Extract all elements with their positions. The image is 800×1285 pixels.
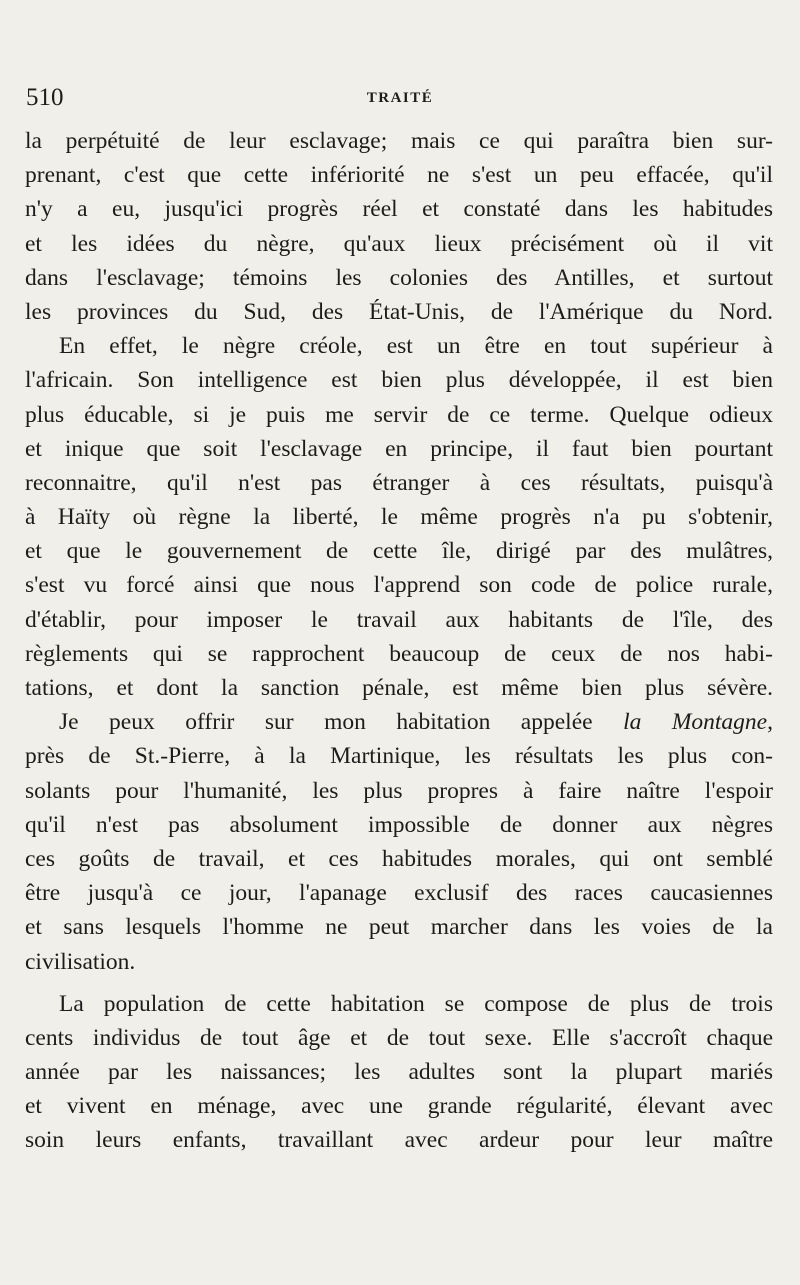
running-head: TRAITÉ [366,90,434,106]
italic-place-name: la Montagne [623,709,768,736]
text-span: Je peux offrir sur mon habitation appelée [59,709,593,736]
text-line: civilisation. [25,948,136,975]
text-span: , [767,709,773,736]
text-line: dans l'esclavage; témoins les colonies des Antilles, et surtout [25,264,773,291]
text-line: prenant, c'est que cette infériorité ne s'est un peu effacée, qu'il [25,162,773,189]
text-line: En effet, le nègre créole, est un être en tout supérieur à [59,333,773,360]
text-line [25,705,773,739]
text-line: n'y a eu, jusqu'ici progrès réel et constaté dans les habitudes [25,196,773,223]
text-line: ces goûts de travail, et ces habitudes morales, qui ont semblé [25,845,773,872]
text-line: cents individus de tout âge et de tout sexe. Elle s'accroît chaque [25,1024,773,1051]
body-text [25,124,773,1158]
text-line: règlements qui se rapprochent beaucoup de ceux de nos habi- [25,640,773,667]
text-line: soin leurs enfants, travaillant avec ardeur pour leur maître [25,1127,773,1154]
text-line: et inique que soit l'esclavage en principe, il faut bien pourtant [25,435,773,462]
text-line: reconnaitre, qu'il n'est pas étranger à ces résultats, puisqu'à [25,469,773,496]
text-line: d'établir, pour imposer le travail aux habitants de l'île, des [25,606,773,633]
text-line: près de St.-Pierre, à la Martinique, les résultats les plus con- [25,743,773,770]
text-line: et vivent en ménage, avec une grande régularité, élevant avec [25,1093,773,1120]
text-line: solants pour l'humanité, les plus propres à faire naître l'espoir [25,777,773,804]
text-line: année par les naissances; les adultes sont la plupart mariés [25,1059,773,1086]
text-line: à Haïty où règne la liberté, le même progrès n'a pu s'obtenir, [25,504,773,531]
text-line: la perpétuité de leur esclavage; mais ce qui paraîtra bien sur- [25,128,773,154]
text-line: et que le gouvernement de cette île, dirigé par des mulâtres, [25,538,773,565]
text-line: et sans lesquels l'homme ne peut marcher dans les voies de la [25,914,773,941]
text-line: qu'il n'est pas absolument impossible de donner aux nègres [25,811,773,838]
text-line: et les idées du nègre, qu'aux lieux précisément où il vit [25,230,773,257]
text-line: être jusqu'à ce jour, l'apanage exclusif des races caucasiennes [25,880,773,907]
page-header [0,84,800,114]
text-line: tations, et dont la sanction pénale, est même bien plus sévère. [25,675,773,701]
text-line: les provinces du Sud, des État-Unis, de l'Amérique du Nord. [25,298,773,325]
text-line: La population de cette habitation se compose de plus de trois [59,990,773,1017]
page-number: 510 [26,84,64,111]
text-line: plus éducable, si je puis me servir de ce terme. Quelque odieux [25,401,773,428]
text-line: s'est vu forcé ainsi que nous l'apprend son code de police rurale, [25,572,773,599]
text-line: l'africain. Son intelligence est bien plus développée, il est bien [25,367,773,394]
